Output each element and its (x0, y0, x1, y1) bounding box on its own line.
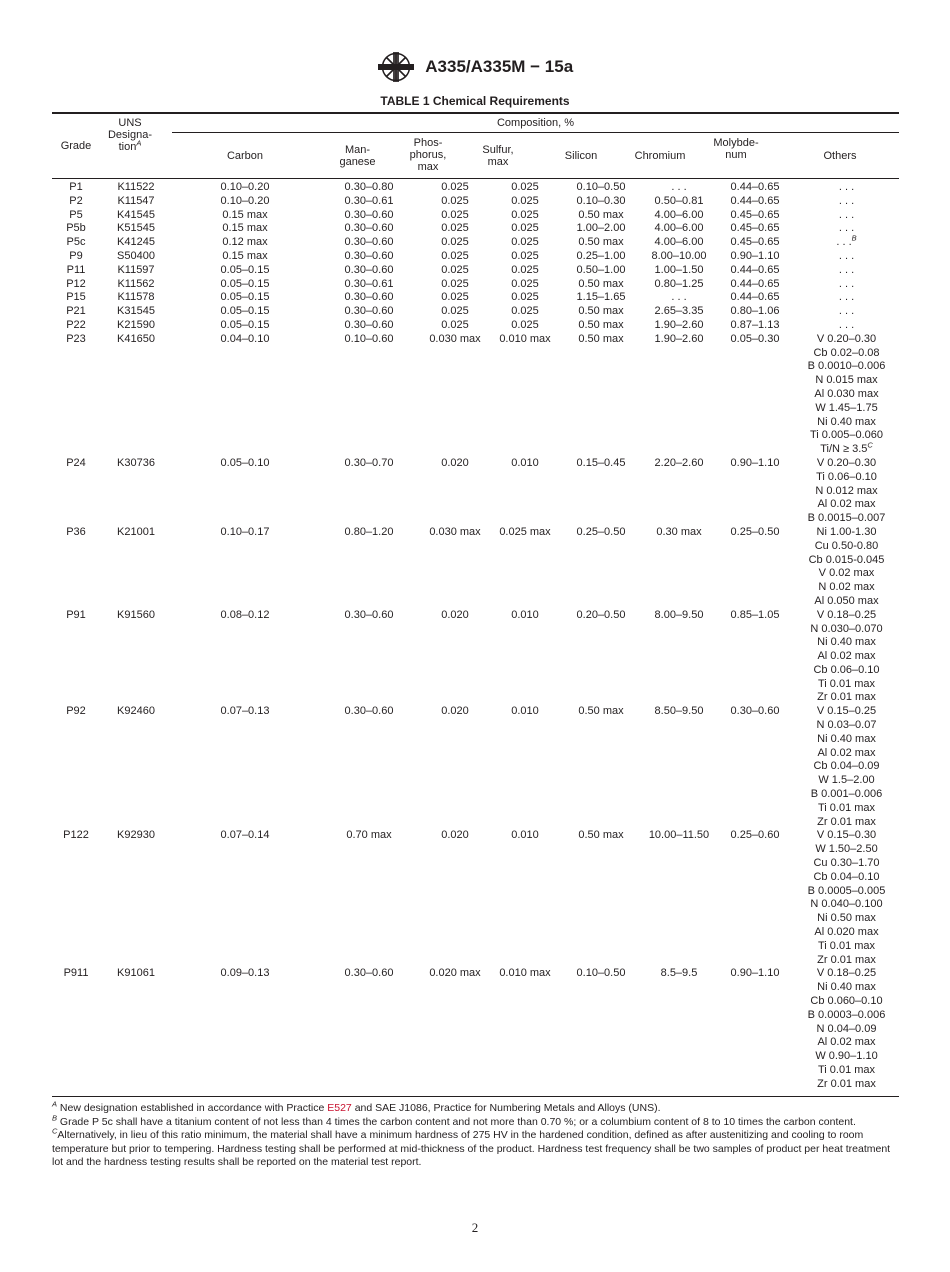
cell-grade: P5c (66, 236, 86, 249)
others-line: $Ti/N \ge 3.5^C$ (820, 440, 873, 456)
cell-manganese: 0.10–0.60 (344, 332, 394, 345)
others-line: B 0.0003–0.006 (807, 1008, 886, 1021)
cell-manganese: 0.30–0.60 (344, 291, 394, 304)
cell-grade: P11 (66, 263, 86, 276)
cell-grade: P9 (69, 249, 83, 262)
others-line: . . . (838, 318, 855, 331)
others-line: W 1.45–1.75 (815, 401, 878, 414)
others-line: Ti 0.005–0.060 (810, 429, 883, 442)
cell-molybdenum: 0.85–1.05 (730, 608, 780, 621)
cell-molybdenum: 0.44–0.65 (730, 194, 780, 207)
cell-phosphorus: 0.030 max (429, 332, 481, 345)
cell-grade: P91 (66, 608, 86, 621)
header-molybdenum: Molybde- num (713, 137, 759, 161)
cell-uns: K30736 (117, 456, 155, 469)
cell-manganese: 0.30–0.60 (344, 318, 394, 331)
others-line: . . . (838, 263, 855, 276)
others-line: V 0.18–0.25 (816, 608, 877, 621)
cell-manganese: 0.30–0.60 (344, 608, 394, 621)
others-line: . . . (838, 305, 855, 318)
cell-manganese: 0.30–0.60 (344, 305, 394, 318)
table-row (52, 526, 899, 609)
others-line: . . . (838, 208, 855, 221)
table-title: TABLE 1 Chemical Requirements (380, 94, 570, 108)
others-line: Cb 0.015-0.045 (808, 553, 885, 566)
cell-silicon: 0.10–0.50 (576, 181, 626, 193)
cell-phosphorus: 0.020 (441, 608, 469, 621)
cell-carbon: 0.10–0.17 (220, 525, 270, 538)
cell-sulfur: 0.025 max (499, 525, 551, 538)
cell-others (794, 233, 899, 250)
cell-others (794, 195, 899, 209)
cell-grade: P5b (66, 222, 86, 235)
cell-chromium: 1.90–2.60 (654, 332, 704, 345)
cell-grade: P911 (63, 967, 89, 980)
others-line: Ni 0.40 max (817, 636, 876, 649)
cell-uns: K11597 (117, 263, 155, 276)
cell-silicon: 0.50 max (578, 318, 624, 331)
cell-phosphorus: 0.020 max (429, 967, 481, 980)
header-chromium: Chromium (634, 150, 686, 162)
cell-chromium: 1.00–1.50 (654, 263, 704, 276)
cell-manganese: 0.30–0.60 (344, 249, 394, 262)
cell-manganese: 0.30–0.60 (344, 222, 394, 235)
others-line: . . . (838, 222, 855, 235)
cell-chromium: 1.90–2.60 (654, 318, 704, 331)
others-line: Cu 0.50-0.80 (814, 539, 879, 552)
cell-sulfur: 0.010 max (499, 967, 551, 980)
others-line: Ni 0.50 max (817, 912, 876, 925)
cell-others (794, 305, 899, 319)
others-line: N 0.040–0.100 (810, 898, 883, 911)
table-row (52, 236, 899, 250)
cell-phosphorus: 0.020 (441, 456, 469, 469)
cell-silicon: 0.50 max (578, 208, 624, 221)
cell-sulfur: 0.025 (511, 249, 539, 262)
cell-manganese: 0.30–0.60 (344, 967, 394, 980)
cell-chromium: 0.30 max (656, 525, 702, 538)
others-line: Ti 0.01 max (817, 1064, 876, 1076)
others-line: V 0.15–0.25 (816, 705, 877, 718)
others-line: N 0.015 max (815, 374, 878, 387)
cell-grade: P122 (63, 829, 89, 842)
others-line: Cu 0.30–1.70 (813, 857, 880, 870)
cell-grade: P15 (66, 291, 86, 304)
cell-silicon: 0.10–0.50 (576, 967, 626, 980)
cell-carbon: 0.08–0.12 (220, 608, 270, 621)
cell-chromium: 8.00–9.50 (654, 608, 704, 621)
others-line: W 0.90–1.10 (815, 1050, 878, 1063)
others-line: Cb 0.06–0.10 (813, 663, 880, 676)
cell-uns: K11522 (117, 181, 155, 193)
header-uns: UNS Designa- tion$^A$ (107, 117, 153, 153)
cell-uns: K41650 (117, 332, 155, 345)
cell-silicon: 0.25–0.50 (576, 525, 626, 538)
cell-phosphorus: 0.025 (441, 291, 469, 304)
cell-others (794, 457, 899, 526)
others-line: . . .$^B$ (836, 233, 857, 249)
cell-carbon: 0.05–0.15 (220, 305, 270, 318)
cell-others (794, 250, 899, 264)
cell-sulfur: 0.025 (511, 305, 539, 318)
others-line: Cb 0.060–0.10 (810, 995, 883, 1008)
others-line: V 0.15–0.30 (816, 829, 877, 842)
cell-carbon: 0.15 max (222, 249, 268, 262)
cell-grade: P12 (66, 277, 86, 290)
table-top-rule (52, 112, 899, 114)
cell-others (794, 333, 899, 457)
footnote-c: $^C$Alternatively, in lieu of this ratio minimum, the material shall have a minimum hardness of 275 HV in the hardened condition, defined as after austenitizing and cooling to room temperature but prior to tempering. Hardness testing shall be performed at mid-thickness of the product. Hardness test frequency shall be two samples of product per heat treatment lot and the hardness testing results shall be reported on the material test report. (52, 1126, 891, 1168)
cell-others (794, 967, 899, 1091)
cell-uns: K41245 (117, 236, 155, 249)
others-line: . . . (838, 194, 855, 207)
cell-sulfur: 0.010 (511, 608, 539, 621)
cell-phosphorus: 0.025 (441, 249, 469, 262)
cell-chromium: 0.50–0.81 (654, 194, 704, 207)
cell-molybdenum: 0.90–1.10 (730, 249, 780, 262)
document-title: A335/A335M − 15a (425, 57, 574, 76)
cell-others (794, 705, 899, 829)
others-line: . . . (838, 249, 855, 262)
cell-uns: K51545 (117, 222, 155, 235)
cell-manganese: 0.30–0.60 (344, 705, 394, 718)
cell-uns: K11578 (117, 291, 155, 304)
table-row (52, 222, 899, 236)
cell-silicon: 0.50 max (578, 705, 624, 718)
cell-carbon: 0.07–0.14 (220, 829, 270, 842)
cell-chromium: . . . (671, 291, 687, 304)
cell-molybdenum: 0.90–1.10 (730, 456, 780, 469)
table-row (52, 319, 899, 333)
others-line: W 1.50–2.50 (815, 843, 878, 856)
cell-uns: K92460 (117, 705, 155, 718)
cell-chromium: 8.50–9.50 (654, 705, 704, 718)
cell-manganese: 0.30–0.61 (344, 277, 394, 290)
cell-sulfur: 0.025 (511, 277, 539, 290)
table-row (52, 967, 899, 1091)
header-bottom-rule (52, 178, 899, 179)
cell-chromium: 4.00–6.00 (654, 236, 704, 249)
cell-sulfur: 0.025 (511, 222, 539, 235)
others-line: B 0.0005–0.005 (807, 884, 886, 897)
cell-carbon: 0.04–0.10 (220, 332, 270, 345)
cell-sulfur: 0.025 (511, 263, 539, 276)
others-line: Zr 0.01 max (817, 691, 876, 704)
cell-carbon: 0.05–0.10 (220, 456, 270, 469)
cell-sulfur: 0.025 (511, 291, 539, 304)
others-line: N 0.02 max (818, 581, 875, 594)
table-row (52, 305, 899, 319)
cell-molybdenum: 0.80–1.06 (730, 305, 780, 318)
cell-chromium: 4.00–6.00 (654, 222, 704, 235)
others-line: Cb 0.02–0.08 (813, 346, 880, 359)
others-line: B 0.001–0.006 (810, 788, 883, 801)
cell-carbon: 0.15 max (222, 208, 268, 221)
cell-others (794, 609, 899, 706)
cell-carbon: 0.07–0.13 (220, 705, 270, 718)
footnotes (52, 1099, 902, 1170)
cell-others (794, 209, 899, 223)
table-row (52, 333, 899, 457)
table-row (52, 181, 899, 195)
cell-sulfur: 0.010 (511, 705, 539, 718)
cell-sulfur: 0.010 max (499, 332, 551, 345)
cell-grade: P1 (69, 181, 83, 193)
header-phosphorus: Phos- phorus, max (409, 137, 447, 173)
cell-others (794, 264, 899, 278)
composition-rule (172, 132, 899, 133)
cell-molybdenum: 0.05–0.30 (730, 332, 780, 345)
cell-sulfur: 0.025 (511, 318, 539, 331)
cell-molybdenum: 0.44–0.65 (730, 263, 780, 276)
others-line: Zr 0.01 max (817, 1077, 876, 1090)
cell-sulfur: 0.025 (511, 208, 539, 221)
header-composition: Composition, % (496, 117, 575, 129)
others-line: V 0.20–0.30 (816, 456, 877, 469)
cell-grade: P36 (66, 525, 86, 538)
table-row (52, 250, 899, 264)
cell-molybdenum: 0.30–0.60 (730, 705, 780, 718)
cell-phosphorus: 0.020 (441, 705, 469, 718)
cell-phosphorus: 0.025 (441, 236, 469, 249)
footnote-b: $^B$ Grade P 5c shall have a titanium content of not less than 4 times the carbon content and not more than 0.70 %; or a columbium content of 8 to 10 times the carbon content. (52, 1113, 856, 1128)
header-others: Others (823, 150, 857, 162)
cell-molybdenum: 0.44–0.65 (730, 291, 780, 304)
cell-sulfur: 0.010 (511, 456, 539, 469)
cell-sulfur: 0.010 (511, 829, 539, 842)
cell-grade: P2 (69, 194, 83, 207)
cell-others (794, 291, 899, 305)
cell-molybdenum: 0.45–0.65 (730, 222, 780, 235)
cell-uns: K11562 (117, 277, 155, 290)
others-line: Zr 0.01 max (817, 815, 876, 828)
cell-manganese: 0.30–0.60 (344, 263, 394, 276)
cell-molybdenum: 0.45–0.65 (730, 236, 780, 249)
cell-silicon: 0.50 max (578, 332, 624, 345)
cell-chromium: 10.00–11.50 (648, 829, 710, 842)
cell-silicon: 0.50–1.00 (576, 263, 626, 276)
cell-carbon: 0.09–0.13 (220, 967, 270, 980)
cell-carbon: 0.12 max (222, 236, 268, 249)
cell-carbon: 0.05–0.15 (220, 263, 270, 276)
cell-silicon: 0.50 max (578, 829, 624, 842)
cell-grade: P92 (66, 705, 86, 718)
chemical-requirements-table (52, 181, 899, 1092)
cell-chromium: 2.65–3.35 (654, 305, 704, 318)
cell-phosphorus: 0.030 max (429, 525, 481, 538)
table-row (52, 609, 899, 706)
cell-others (794, 181, 899, 195)
cell-silicon: 0.15–0.45 (576, 456, 626, 469)
others-line: N 0.04–0.09 (816, 1022, 877, 1035)
table-row (52, 209, 899, 223)
cell-manganese: 0.30–0.60 (344, 236, 394, 249)
cell-others (794, 222, 899, 236)
footnote-a: $^A$ New designation established in accordance with Practice E527 and SAE J1086, Practice for Numbering Metals and Alloys (UNS). (52, 1099, 661, 1114)
cell-molybdenum: 0.87–1.13 (730, 318, 780, 331)
cell-manganese: 0.70 max (346, 829, 392, 842)
cell-phosphorus: 0.025 (441, 277, 469, 290)
cell-carbon: 0.10–0.20 (220, 194, 270, 207)
header-grade: Grade (60, 140, 92, 152)
others-line: Ti 0.01 max (817, 677, 876, 690)
cell-silicon: 1.15–1.65 (576, 291, 626, 304)
others-line: . . . (838, 181, 855, 193)
cell-silicon: 0.25–1.00 (576, 249, 626, 262)
cell-chromium: . . . (671, 181, 687, 193)
others-line: Al 0.020 max (814, 926, 879, 939)
table-row (52, 195, 899, 209)
others-line: Al 0.02 max (817, 746, 876, 759)
cell-chromium: 8.00–10.00 (651, 249, 707, 262)
cell-silicon: 0.20–0.50 (576, 608, 626, 621)
cell-uns: K91061 (117, 967, 155, 980)
others-line: Ni 0.40 max (817, 732, 876, 745)
table-row (52, 829, 899, 967)
cell-molybdenum: 0.44–0.65 (730, 181, 780, 193)
others-line: V 0.20–0.30 (816, 332, 877, 345)
cell-molybdenum: 0.25–0.50 (730, 525, 780, 538)
cell-others (794, 319, 899, 333)
cell-manganese: 0.30–0.70 (344, 456, 394, 469)
header-silicon: Silicon (564, 150, 598, 162)
cell-phosphorus: 0.025 (441, 194, 469, 207)
cell-uns: K91560 (117, 608, 155, 621)
cell-molybdenum: 0.25–0.60 (730, 829, 780, 842)
others-line: B 0.0010–0.006 (807, 360, 886, 373)
others-line: . . . (838, 277, 855, 290)
others-line: Al 0.02 max (817, 498, 876, 511)
cell-grade: P22 (66, 318, 86, 331)
others-line: Cb 0.04–0.10 (813, 870, 880, 883)
table-row (52, 264, 899, 278)
cell-others (794, 526, 899, 609)
cell-carbon: 0.10–0.20 (220, 181, 270, 193)
cell-chromium: 0.80–1.25 (654, 277, 704, 290)
cell-molybdenum: 0.45–0.65 (730, 208, 780, 221)
header-manganese: Man- ganese (339, 144, 376, 168)
cell-sulfur: 0.025 (511, 194, 539, 207)
others-line: Ti 0.06–0.10 (816, 470, 877, 483)
cell-phosphorus: 0.020 (441, 829, 469, 842)
cell-silicon: 0.10–0.30 (576, 194, 626, 207)
cell-phosphorus: 0.025 (441, 222, 469, 235)
cell-grade: P23 (66, 332, 86, 345)
cell-grade: P5 (69, 208, 83, 221)
cell-phosphorus: 0.025 (441, 305, 469, 318)
cell-manganese: 0.30–0.61 (344, 194, 394, 207)
cell-sulfur: 0.025 (511, 181, 539, 193)
cell-uns: K11547 (117, 194, 155, 207)
cell-carbon: 0.05–0.15 (220, 291, 270, 304)
others-line: N 0.012 max (815, 484, 878, 497)
cell-phosphorus: 0.025 (441, 208, 469, 221)
table-row (52, 705, 899, 829)
others-line: Ni 0.40 max (817, 981, 876, 994)
cell-silicon: 0.50 max (578, 277, 624, 290)
others-line: Ti 0.01 max (817, 939, 876, 952)
others-line: B 0.0015–0.007 (807, 512, 886, 525)
cell-manganese: 0.80–1.20 (344, 525, 394, 538)
table-row (52, 291, 899, 305)
others-line: Zr 0.01 max (817, 953, 876, 966)
cell-carbon: 0.15 max (222, 222, 268, 235)
header-carbon: Carbon (226, 150, 264, 162)
others-line: Al 0.050 max (814, 594, 879, 607)
others-line: V 0.18–0.25 (816, 967, 877, 980)
page-number: 2 (471, 1220, 479, 1235)
cell-phosphorus: 0.025 (441, 263, 469, 276)
others-line: Cb 0.04–0.09 (813, 760, 880, 773)
others-line: Ni 1.00-1.30 (816, 525, 877, 538)
cell-manganese: 0.30–0.80 (344, 181, 394, 193)
cell-manganese: 0.30–0.60 (344, 208, 394, 221)
others-line: Ni 0.40 max (817, 415, 876, 428)
cell-carbon: 0.05–0.15 (220, 277, 270, 290)
others-line: Ti 0.01 max (817, 801, 876, 814)
header-sulfur: Sulfur, max (482, 144, 514, 168)
cell-uns: K21001 (117, 525, 155, 538)
cell-uns: K41545 (117, 208, 155, 221)
others-line: . . . (838, 291, 855, 304)
cell-others (794, 829, 899, 967)
cell-silicon: 0.50 max (578, 305, 624, 318)
cell-others (794, 278, 899, 292)
practice-e527-link[interactable]: E527 (327, 1102, 352, 1114)
others-line: N 0.03–0.07 (816, 719, 877, 732)
cell-molybdenum: 0.44–0.65 (730, 277, 780, 290)
cell-grade: P24 (66, 456, 86, 469)
cell-chromium: 8.5–9.5 (660, 967, 698, 980)
cell-uns: S50400 (117, 249, 155, 262)
table-row (52, 278, 899, 292)
cell-carbon: 0.05–0.15 (220, 318, 270, 331)
cell-chromium: 2.20–2.60 (654, 456, 704, 469)
document-header (0, 52, 950, 82)
table-bottom-rule (52, 1096, 899, 1097)
astm-logo-icon (377, 52, 415, 82)
cell-uns: K21590 (117, 318, 155, 331)
others-line: Al 0.02 max (817, 650, 876, 663)
cell-uns: K92930 (117, 829, 155, 842)
table-row (52, 457, 899, 526)
cell-silicon: 0.50 max (578, 236, 624, 249)
cell-phosphorus: 0.025 (441, 318, 469, 331)
others-line: Al 0.02 max (817, 1036, 876, 1049)
cell-uns: K31545 (117, 305, 155, 318)
cell-phosphorus: 0.025 (441, 181, 469, 193)
others-line: N 0.030–0.070 (810, 622, 883, 635)
cell-molybdenum: 0.90–1.10 (730, 967, 780, 980)
cell-chromium: 4.00–6.00 (654, 208, 704, 221)
others-line: Al 0.030 max (814, 387, 879, 400)
cell-silicon: 1.00–2.00 (576, 222, 626, 235)
cell-sulfur: 0.025 (511, 236, 539, 249)
cell-grade: P21 (66, 305, 86, 318)
others-line: W 1.5–2.00 (818, 774, 875, 787)
others-line: V 0.02 max (818, 567, 875, 580)
